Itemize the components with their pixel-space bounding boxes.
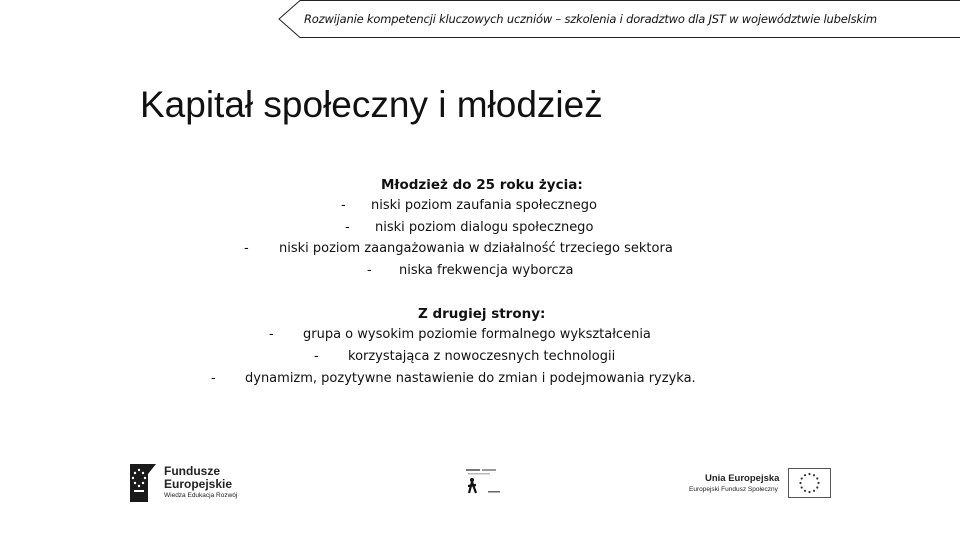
bullet-dash: -: [345, 220, 350, 235]
section1-item: niski poziom zaufania społecznego: [371, 198, 597, 213]
bullet-dash: -: [341, 198, 346, 213]
ue-logo-line1: Unia Europejska: [705, 473, 780, 484]
fe-logo-line2: Europejskie: [164, 477, 233, 491]
fe-emblem-icon: [128, 460, 158, 504]
section1-heading: Młodzież do 25 roku życia:: [381, 177, 583, 193]
ue-logo-line2: Europejski Fundusz Społeczny: [689, 486, 778, 493]
section2-heading: Z drugiej strony:: [418, 306, 546, 322]
bullet-dash: -: [211, 371, 216, 386]
section1-item: niska frekwencja wyborcza: [399, 263, 574, 278]
bullet-dash: -: [269, 327, 274, 342]
bullet-dash: -: [244, 241, 249, 256]
section2-item: dynamizm, pozytywne nastawienie do zmian i podejmowania ryzyka.: [245, 371, 696, 386]
center-logo: [460, 465, 506, 495]
header-banner: [278, 0, 960, 38]
person-emblem-icon: [460, 465, 506, 495]
fe-logo-line3: Wiedza Edukacja Rozwój: [164, 492, 238, 499]
unia-europejska-logo: [688, 466, 833, 500]
bullet-dash: -: [314, 349, 319, 364]
section1-item: niski poziom dialogu społecznego: [375, 220, 594, 235]
banner-text: Rozwijanie kompetencji kluczowych uczniów – szkolenia i doradztwo dla JST w województwie lubelskim: [304, 12, 877, 26]
fundusze-europejskie-logo: [128, 460, 268, 506]
fe-logo-line1: Fundusze: [164, 464, 220, 478]
bullet-dash: -: [367, 263, 372, 278]
eu-flag-icon: [788, 468, 832, 498]
section1-item: niski poziom zaangażowania w działalność trzeciego sektora: [279, 241, 673, 256]
section2-item: grupa o wysokim poziomie formalnego wykształcenia: [303, 327, 651, 342]
slide-title: Kapitał społeczny i młodzież: [140, 84, 603, 125]
section2-item: korzystająca z nowoczesnych technologii: [348, 349, 616, 364]
